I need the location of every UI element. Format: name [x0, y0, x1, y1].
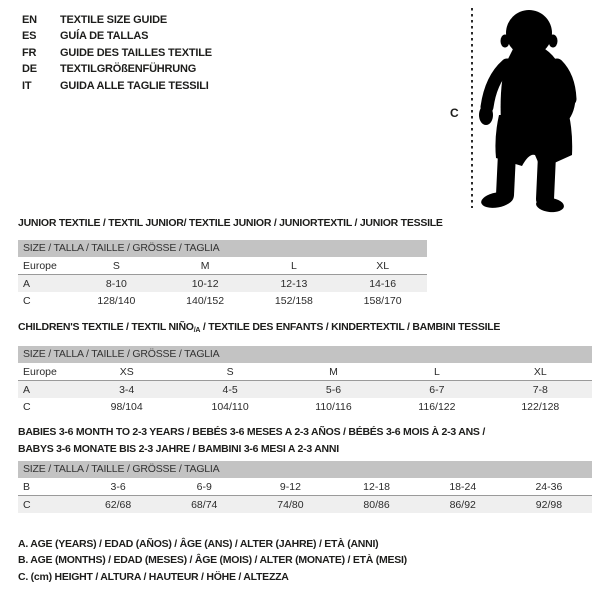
height-cell: 74/80 [277, 498, 304, 511]
height-cell: 158/170 [363, 294, 402, 307]
guide-title: TEXTILGRÖßENFÜHRUNG [60, 63, 197, 76]
age-cell: 10-12 [191, 277, 219, 290]
height-cell: 128/140 [97, 294, 136, 307]
age-cell: 24-36 [535, 480, 563, 493]
size-cell: S [112, 259, 120, 272]
babies-size-table [18, 461, 592, 513]
height-cell: 98/104 [110, 400, 143, 413]
age-cell: 5-6 [325, 383, 342, 396]
row-label: Europe [23, 259, 57, 272]
table-row-europe [18, 363, 592, 381]
children-title-post: / TEXTILE DES ENFANTS / KINDERTEXTIL / BAMBINI TESSILE [200, 321, 501, 333]
row-label: A [23, 277, 31, 290]
guide-title: GUÍA DE TALLAS [60, 30, 149, 43]
children-size-table [18, 346, 592, 415]
size-cell: M [200, 259, 210, 272]
junior-size-table [18, 240, 427, 309]
table-row-height [18, 398, 592, 415]
age-cell: 8-10 [105, 277, 127, 290]
age-cell: 3-4 [119, 383, 135, 396]
lang-code: IT [22, 79, 32, 92]
language-title-list [22, 12, 212, 94]
children-section-title [18, 321, 500, 337]
children-title-subscript: /A [193, 327, 201, 334]
junior-section-title: JUNIOR TEXTILE / TEXTIL JUNIOR/ TEXTILE JUNIOR / JUNIORTEXTIL / JUNIOR TESSILE [18, 217, 443, 229]
age-cell: 18-24 [449, 480, 477, 493]
height-cell: 80/86 [363, 498, 390, 511]
size-cell: XL [376, 259, 390, 272]
lang-row-en [22, 12, 212, 28]
lang-code: EN [22, 14, 37, 26]
height-cell: 110/116 [315, 400, 352, 413]
height-cell: 152/158 [274, 294, 313, 307]
height-cell: 86/92 [449, 498, 476, 511]
toddler-silhouette-icon [477, 3, 595, 215]
size-header-bar: SIZE / TALLA / TAILLE / GRÖSSE / TAGLIA [18, 240, 427, 257]
lang-row-fr [22, 45, 212, 61]
age-cell: 14-16 [369, 277, 397, 290]
row-label: B [23, 480, 31, 493]
size-cell: S [226, 365, 234, 378]
height-cell: 116/122 [418, 400, 456, 413]
guide-title: GUIDE DES TAILLES TEXTILE [60, 46, 212, 59]
guide-title: TEXTILE SIZE GUIDE [60, 14, 168, 26]
lang-code: DE [22, 63, 37, 76]
age-cell: 12-18 [363, 480, 390, 493]
age-cell: 6-7 [429, 383, 445, 396]
table-row-age [18, 381, 592, 398]
legend [18, 536, 407, 585]
children-title-pre: CHILDREN'S TEXTILE / TEXTIL NIÑO [18, 321, 194, 333]
size-cell: M [329, 365, 338, 378]
age-cell: 4-5 [222, 383, 238, 396]
lang-code: ES [22, 30, 37, 43]
table-row-age [18, 275, 427, 292]
lang-row-it [22, 78, 212, 94]
size-header-bar: SIZE / TALLA / TAILLE / GRÖSSE / TAGLIA [18, 346, 592, 363]
babies-title-line2: BABYS 3-6 MONATE BIS 2-3 JAHRE / BAMBINI 3-6 MESI A 2-3 ANNI [18, 442, 339, 455]
table-row-europe [18, 257, 427, 275]
height-cell: 62/68 [104, 498, 132, 511]
legend-line-c: C. (cm) HEIGHT / ALTURA / HAUTEUR / HÖHE / ALTEZZA [18, 570, 289, 583]
lang-row-de [22, 61, 212, 77]
row-label: C [23, 400, 31, 413]
age-cell: 7-8 [532, 383, 548, 396]
size-cell: L [290, 259, 297, 272]
height-cell: 122/128 [521, 400, 560, 413]
height-cell: 104/110 [211, 400, 249, 413]
age-cell: 9-12 [279, 480, 301, 493]
height-cell: 92/98 [535, 498, 563, 511]
babies-section-title [18, 424, 578, 457]
lang-code: FR [22, 46, 37, 59]
row-label: C [23, 498, 31, 511]
table-row-height [18, 292, 427, 309]
row-label: A [23, 383, 31, 396]
table-row-age-months [18, 478, 592, 496]
age-cell: 6-9 [196, 480, 212, 493]
height-measure-dotted-line [471, 8, 473, 208]
legend-line-a: A. AGE (YEARS) / EDAD (AÑOS) / ÂGE (ANS) / ALTER (JAHRE) / ETÀ (ANNI) [18, 538, 379, 550]
size-cell: L [433, 365, 440, 378]
guide-title: GUIDA ALLE TAGLIE TESSILI [60, 79, 209, 92]
age-cell: 12-13 [280, 277, 308, 290]
row-label: Europe [23, 365, 57, 378]
size-cell: XS [119, 365, 134, 378]
size-cell: XL [533, 365, 547, 378]
lang-row-es [22, 28, 212, 44]
babies-title-line1: BABIES 3-6 MONTH TO 2-3 YEARS / BEBÉS 3-6 MESES A 2-3 AÑOS / BÉBÉS 3-6 MOIS À 2-3 ANS / [18, 426, 486, 438]
row-label: C [23, 294, 31, 307]
size-header-bar: SIZE / TALLA / TAILLE / GRÖSSE / TAGLIA [18, 461, 592, 478]
height-measure-label: C [450, 106, 459, 120]
height-cell: 140/152 [186, 294, 225, 307]
table-row-height [18, 496, 592, 513]
legend-line-b: B. AGE (MONTHS) / EDAD (MESES) / ÂGE (MOIS) / ALTER (MONATE) / ETÀ (MESI) [18, 554, 407, 567]
height-cell: 68/74 [191, 498, 218, 511]
age-cell: 3-6 [110, 480, 126, 493]
